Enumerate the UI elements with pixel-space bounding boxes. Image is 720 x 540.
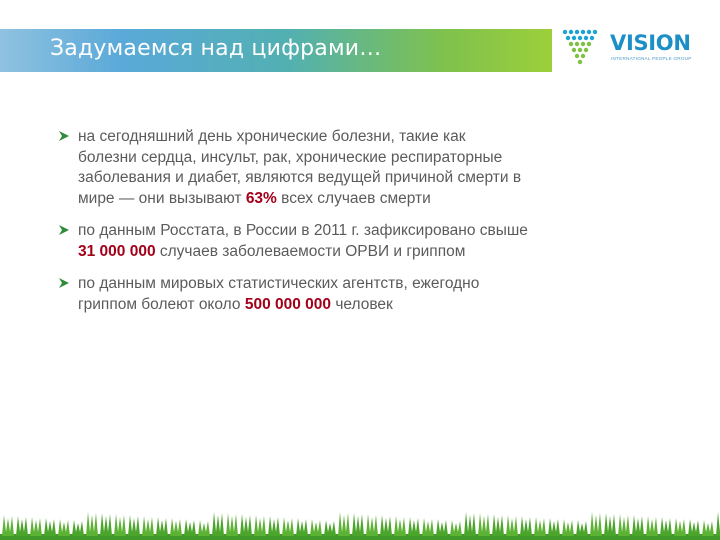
logo-tagline: INTERNATIONAL PEOPLE GROUP <box>611 56 692 61</box>
highlight-value: 31 000 000 <box>78 242 156 260</box>
bullet-item <box>58 221 528 262</box>
bullet-text <box>78 274 528 315</box>
logo-wordmark: VISION <box>610 31 691 55</box>
bullet-text-part: человек <box>331 295 393 313</box>
bullet-text <box>78 221 528 262</box>
bullet-text-part: на сегодняшний день хронические болезни, такие как болезни сердца, инсульт, рак, хронические респираторные заболевания и диабет, являются ведущей причиной смерти в мире — они вызывают <box>78 128 522 207</box>
slide-title: Задумаемся над цифрами… <box>50 36 382 61</box>
bullet-text <box>78 127 528 209</box>
arrow-bullet-icon <box>58 130 70 142</box>
vision-logo <box>560 28 700 68</box>
highlight-value: 500 000 000 <box>244 295 332 313</box>
bullet-list <box>58 127 528 327</box>
highlight-value: 63% <box>245 189 282 207</box>
bullet-text-part: всех случаев смерти <box>281 189 431 207</box>
bullet-text-part: по данным мировых статистических агентств, ежегодно гриппом болеют около <box>78 275 480 313</box>
title-bar <box>0 29 552 72</box>
bullet-item <box>58 274 528 315</box>
bullet-text-part: случаев заболеваемости ОРВИ и гриппом <box>155 242 466 260</box>
grass-border-decoration <box>0 510 720 540</box>
bullet-text-part: по данным Росстата, в России в 2011 г. зафиксировано свыше <box>78 222 528 239</box>
vision-logo-mark-icon <box>560 28 606 68</box>
arrow-bullet-icon <box>58 277 70 289</box>
bullet-item <box>58 127 528 209</box>
arrow-bullet-icon <box>58 224 70 236</box>
